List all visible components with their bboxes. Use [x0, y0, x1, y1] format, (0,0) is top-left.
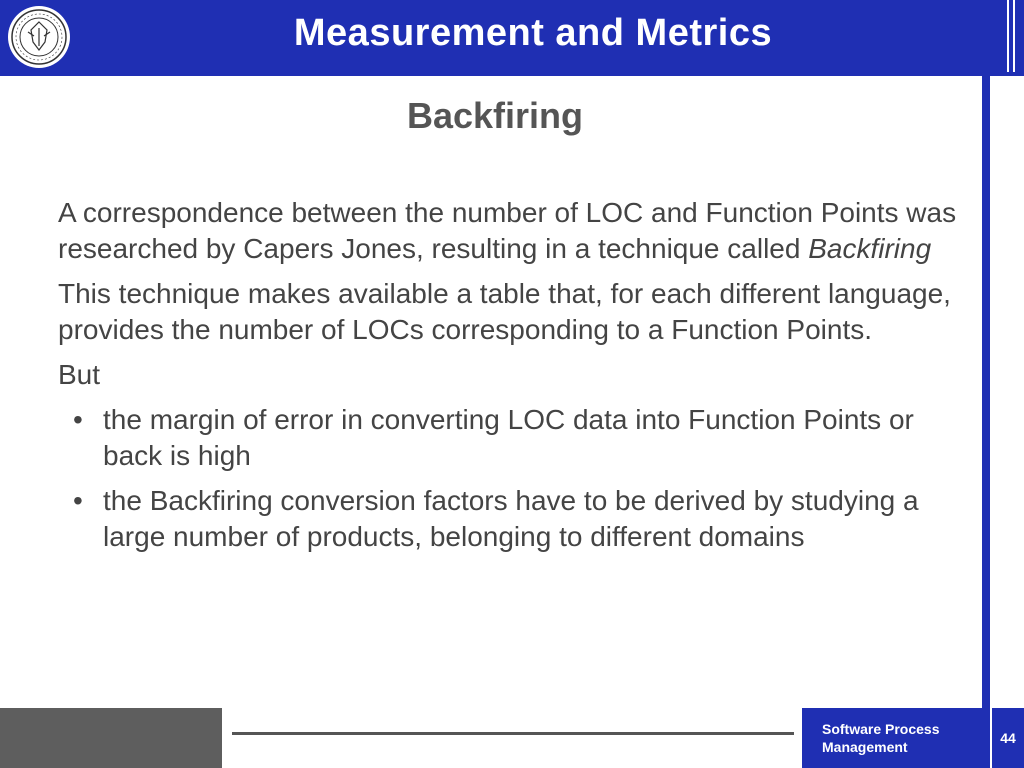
bullet-icon: •	[73, 404, 83, 435]
footer-course-line2: Management	[822, 739, 908, 755]
header-divider	[1013, 0, 1015, 72]
header-divider	[1007, 0, 1009, 72]
header-title: Measurement and Metrics	[293, 12, 773, 54]
paragraph-technique: This technique makes available a table that, for each different language, provides the number of LOCs corresponding to a Function Points.	[58, 278, 951, 345]
paragraph-intro	[58, 195, 968, 267]
paragraph-but: But	[58, 359, 101, 390]
bullet-item	[58, 402, 968, 474]
bullet-list	[58, 402, 968, 555]
bullet-icon: •	[73, 485, 83, 516]
footer-course-line1: Software Process	[822, 721, 940, 737]
backfiring-emphasis: Backfiring	[808, 233, 932, 264]
slide-body	[58, 195, 968, 564]
bullet-text: the margin of error in converting LOC data into Function Points or back is high	[103, 404, 914, 471]
bullet-text: the Backfiring conversion factors have to be derived by studying a large number of products, belonging to different domains	[103, 485, 919, 552]
footer-gray-block	[0, 708, 222, 768]
paragraph-intro-text: A correspondence between the number of LOC and Function Points was researched by Capers Jones, resulting in a technique called	[58, 197, 957, 264]
page-number: 44	[992, 708, 1024, 768]
slide-header	[0, 0, 1024, 76]
slide-title: Backfiring	[406, 95, 584, 136]
bullet-item	[58, 483, 968, 555]
footer-rule	[232, 732, 794, 735]
footer-course-box	[802, 708, 982, 768]
